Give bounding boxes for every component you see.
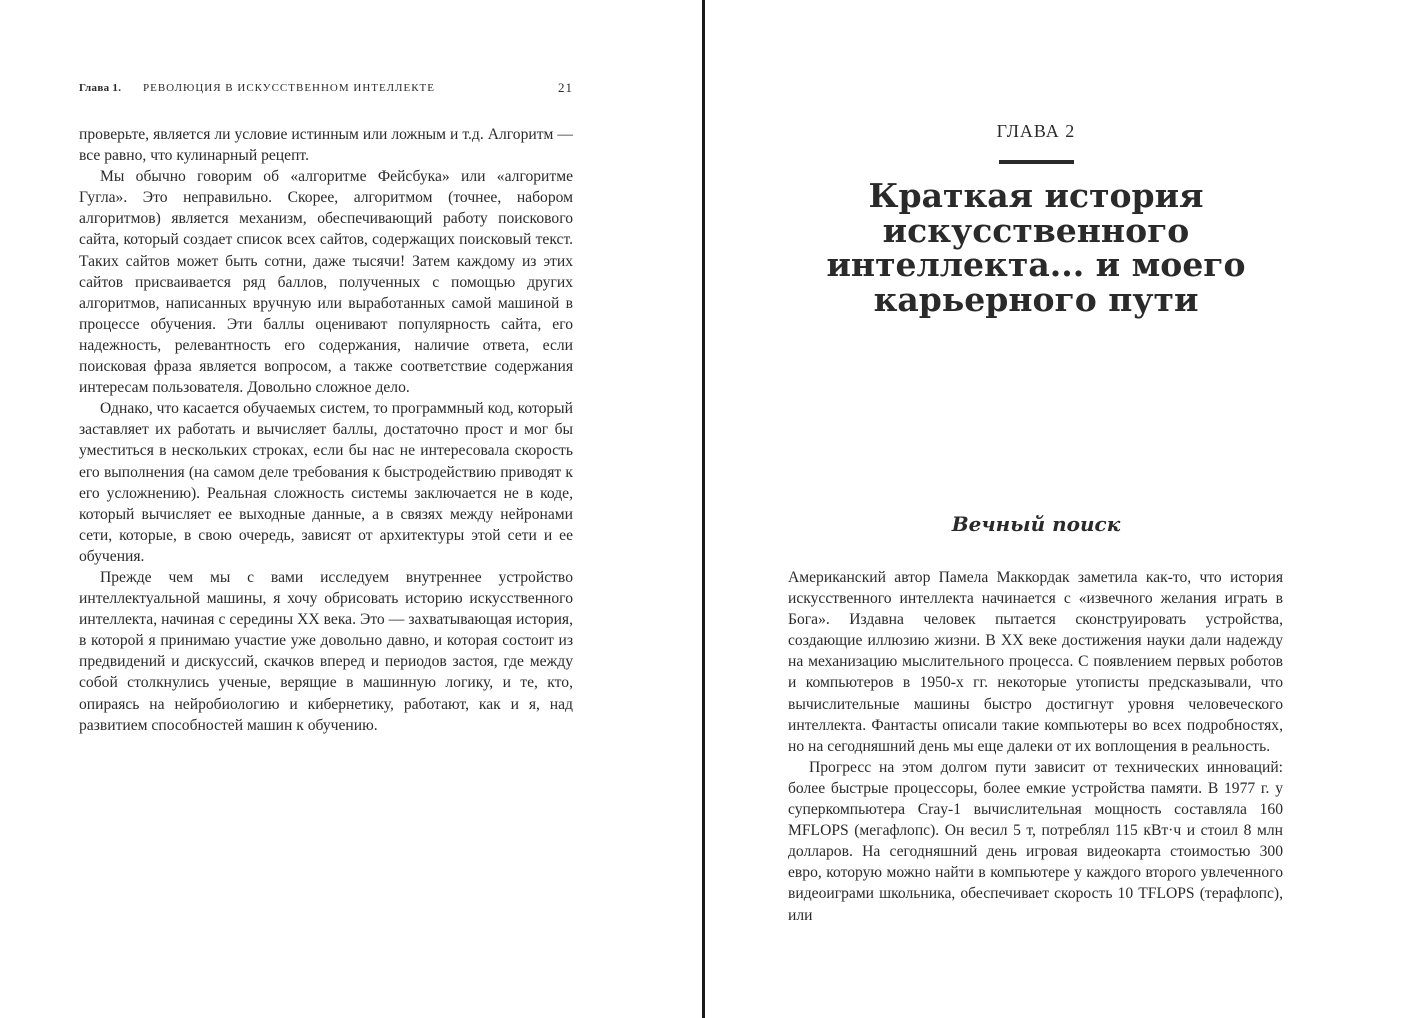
right-body-text [788,567,1283,926]
right-page [706,0,1410,1018]
chapter-title: Краткая история искусственного интеллекта... и моего карьерного пути [826,176,1246,319]
left-body-text [79,124,573,736]
paragraph: проверьте, является ли условие истинным или ложным и т.д. Алгоритм — все равно, что кулинарный рецепт. [79,126,573,165]
section-heading: Вечный поиск [951,512,1121,536]
running-header-title: РЕВОЛЮЦИЯ В ИСКУССТВЕННОМ ИНТЕЛЛЕКТЕ [143,82,435,94]
running-header-chapter: Глава 1. [79,82,122,94]
running-header [79,80,573,98]
chapter-rule-divider [999,160,1074,164]
paragraph: Прежде чем мы с вами исследуем внутреннее устройство интеллектуальной машины, я хочу обрисовать историю искусственного интеллекта, начиная с середины XX века. Это — захватывающая история, в которой я принимаю участие уже довольно давно, и которая состоит из предвидений и дискуссий, скачков вперед и периодов застоя, где между собой столкнулись ученые, верящие в машинную логику, и те, кто, опираясь на нейробиологию и кибернетику, работают, как и я, над развитием способностей машин к обучению. [79,568,573,734]
page-number: 21 [558,80,573,95]
paragraph: Однако, что касается обучаемых систем, то программный код, который заставляет их работать и вычисляет баллы, достаточно прост и мог бы уместиться в нескольких строках, если бы нас не интересовала скорость его выполнения (на самом деле требования к быстродействию приводят к его усложнению). Реальная сложность системы заключается не в коде, который вычисляет ее выходные данные, а в связях между нейронами сети, которые, в свою очередь, зависят от архитектуры этой сети и ее обучения. [79,400,573,565]
left-page [0,0,703,1018]
chapter-label: ГЛАВА 2 [996,121,1076,141]
paragraph: Прогресс на этом долгом пути зависит от технических инноваций: более быстрые процессоры, более емкие устройства памяти. В 1977 г. у суперкомпьютера Cray-1 вычислительная мощность составляла 160 MFLOPS (мегафлопс). Он весил 5 т, потреблял 115 кВт·ч и стоил 8 млн долларов. На сегодняшний день игровая видеокарта стоимостью 300 евро, которую можно найти в компьютере у каждого второго увлеченного видеоиграми школьника, обеспечивает скорость 10 TFLOPS (терафлопс), или [788,758,1283,924]
paragraph: Американский автор Памела Маккордак заметила как-то, что история искусственного интеллекта начинается с «извечного желания играть в Бога». Издавна человек пытается сконструировать устройства, создающие иллюзию жизни. В XX веке достижения науки дали надежду на механизацию мыслительного процесса. С появлением первых роботов и компьютеров в 1950-х гг. некоторые утописты предсказывали, что вычислительные машины быстро достигнут уровня человеческого интеллекта. Фантасты описали такие компьютеры во всех подробностях, но на сегодняшний день мы еще далеки от их воплощения в реальность. [788,569,1283,755]
page-gutter-divider [702,0,705,1018]
paragraph: Мы обычно говорим об «алгоритме Фейсбука» или «алгоритме Гугла». Это неправильно. Скорее, алгоритмом (точнее, набором алгоритмов) является механизм, обеспечивающий работу поискового сайта, который создает список всех сайтов, содержащих поисковый текст. Таких сайтов может быть сотни, даже тысячи! Затем каждому из этих сайтов присваивается ряд баллов, полученных с помощью других алгоритмов, написанных вручную или выработанных самой машиной в процессе обучения. Эти баллы оценивают популярность сайта, его надежность, релевантность его содержания, наличие ответа, если поисковая фраза является вопросом, а также соответствие содержания интересам пользователя. Довольно сложное дело. [79,168,573,397]
